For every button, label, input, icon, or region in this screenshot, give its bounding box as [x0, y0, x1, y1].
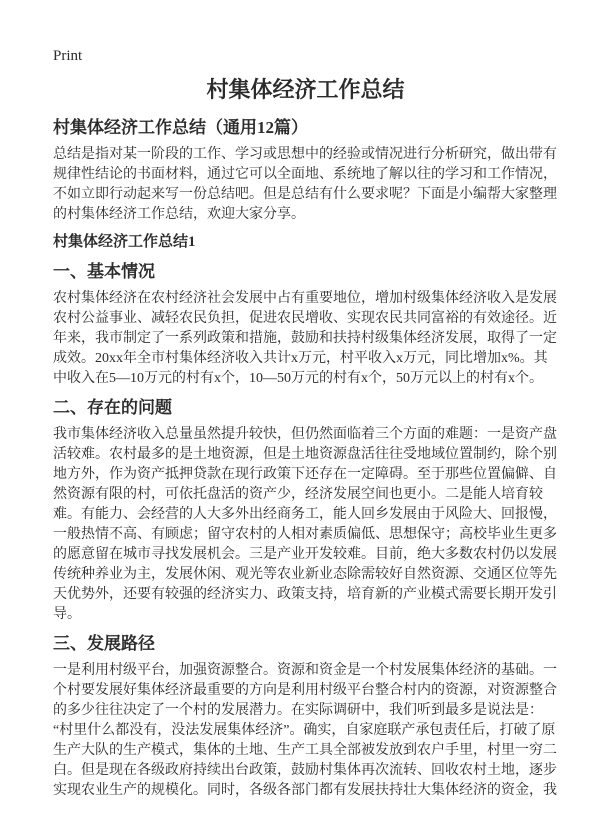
part-heading: 村集体经济工作总结1 — [53, 234, 196, 250]
print-button[interactable]: Print — [53, 48, 83, 64]
intro-paragraph: 总结是指对某一阶段的工作、学习或思想中的经验或情况进行分析研究，做出带有规律性结论的书面材料，通过它可以全面地、系统地了解以往的学习和工作情况，不如立即行动起来写一份总结吧。但是总结有什么要求呢？下面是小编帮大家整理的村集体经济工作总结，欢迎大家分享。 — [53, 147, 557, 222]
document-subtitle: 村集体经济工作总结（通用12篇） — [53, 118, 308, 137]
section-basic-situation — [53, 260, 558, 389]
section-heading: 二、存在的问题 — [53, 398, 172, 417]
section-paragraph: 农村集体经济在农村经济社会发展中占有重要地位，增加村级集体经济收入是发展农村公益事业、减轻农民负担，促进农民增收、实现农民共同富裕的有效途径。近年来，我市制定了一系列政策和措施，鼓励和扶持村级集体经济发展，取得了一定成效。20xx年全市村集体经济收入共计x万元，村平收入x万元，同比增加x%。其中收入在5—10万元的村有x个，10—50万元的村有x个，50万元以上的村有x个。 — [53, 291, 557, 386]
section-heading: 三、发展路径 — [53, 634, 155, 653]
section-development-path — [53, 632, 558, 801]
section-paragraph: 我市集体经济收入总量虽然提升较快，但仍然面临着三个方面的难题：一是资产盘活较难。农村最多的是土地资源，但是土地资源盘活往往受地域位置制约，除个别地方外，作为资产抵押贷款在现行政策下还存在一定障碍。至于那些位置偏僻、自然资源有限的村，可依托盘活的资产少，经济发展空间也更小。二是能人培育较难。有能力、会经营的人大多外出经商务工，能人回乡发展由于风险大、回报慢，一般热情不高、有顾虑；留守农村的人相对素质偏低、思想保守；高校毕业生更多的愿意留在城市寻找发展机会。三是产业开发较难。目前，绝大多数农村仍以发展传统种养业为主，发展休闲、观光等农业新业态除需较好自然资源、交通区位等先天优势外，还要有较强的经济实力、政策支持，培育新的产业模式需要长期开发引导。 — [53, 427, 557, 622]
section-existing-problems — [53, 396, 558, 625]
section-heading: 一、基本情况 — [53, 262, 155, 281]
section-paragraph: 一是利用村级平台，加强资源整合。资源和资金是一个村发展集体经济的基础。一个村要发展好集体经济最重要的方向是利用村级平台整合村内的资源，对资源整合的多少往往决定了一个村的发展潜力。在实际调研中，我们听到最多是说法是：“村里什么都没有，没法发展集体经济”。确实，自家庭联产承包责任后，打破了原生产大队的生产模式，集体的土地、生产工具全部被发放到农户手里，村里一穷二白。但是现在各级政府持续出台政策，鼓励村集体再次流转、回收农村土地，逐步实现农业生产的规模化。同时，各级各部门都有发展扶持壮大集体经济的资金，我 — [53, 663, 557, 798]
document-title: 村集体经济工作总结 — [206, 77, 405, 102]
